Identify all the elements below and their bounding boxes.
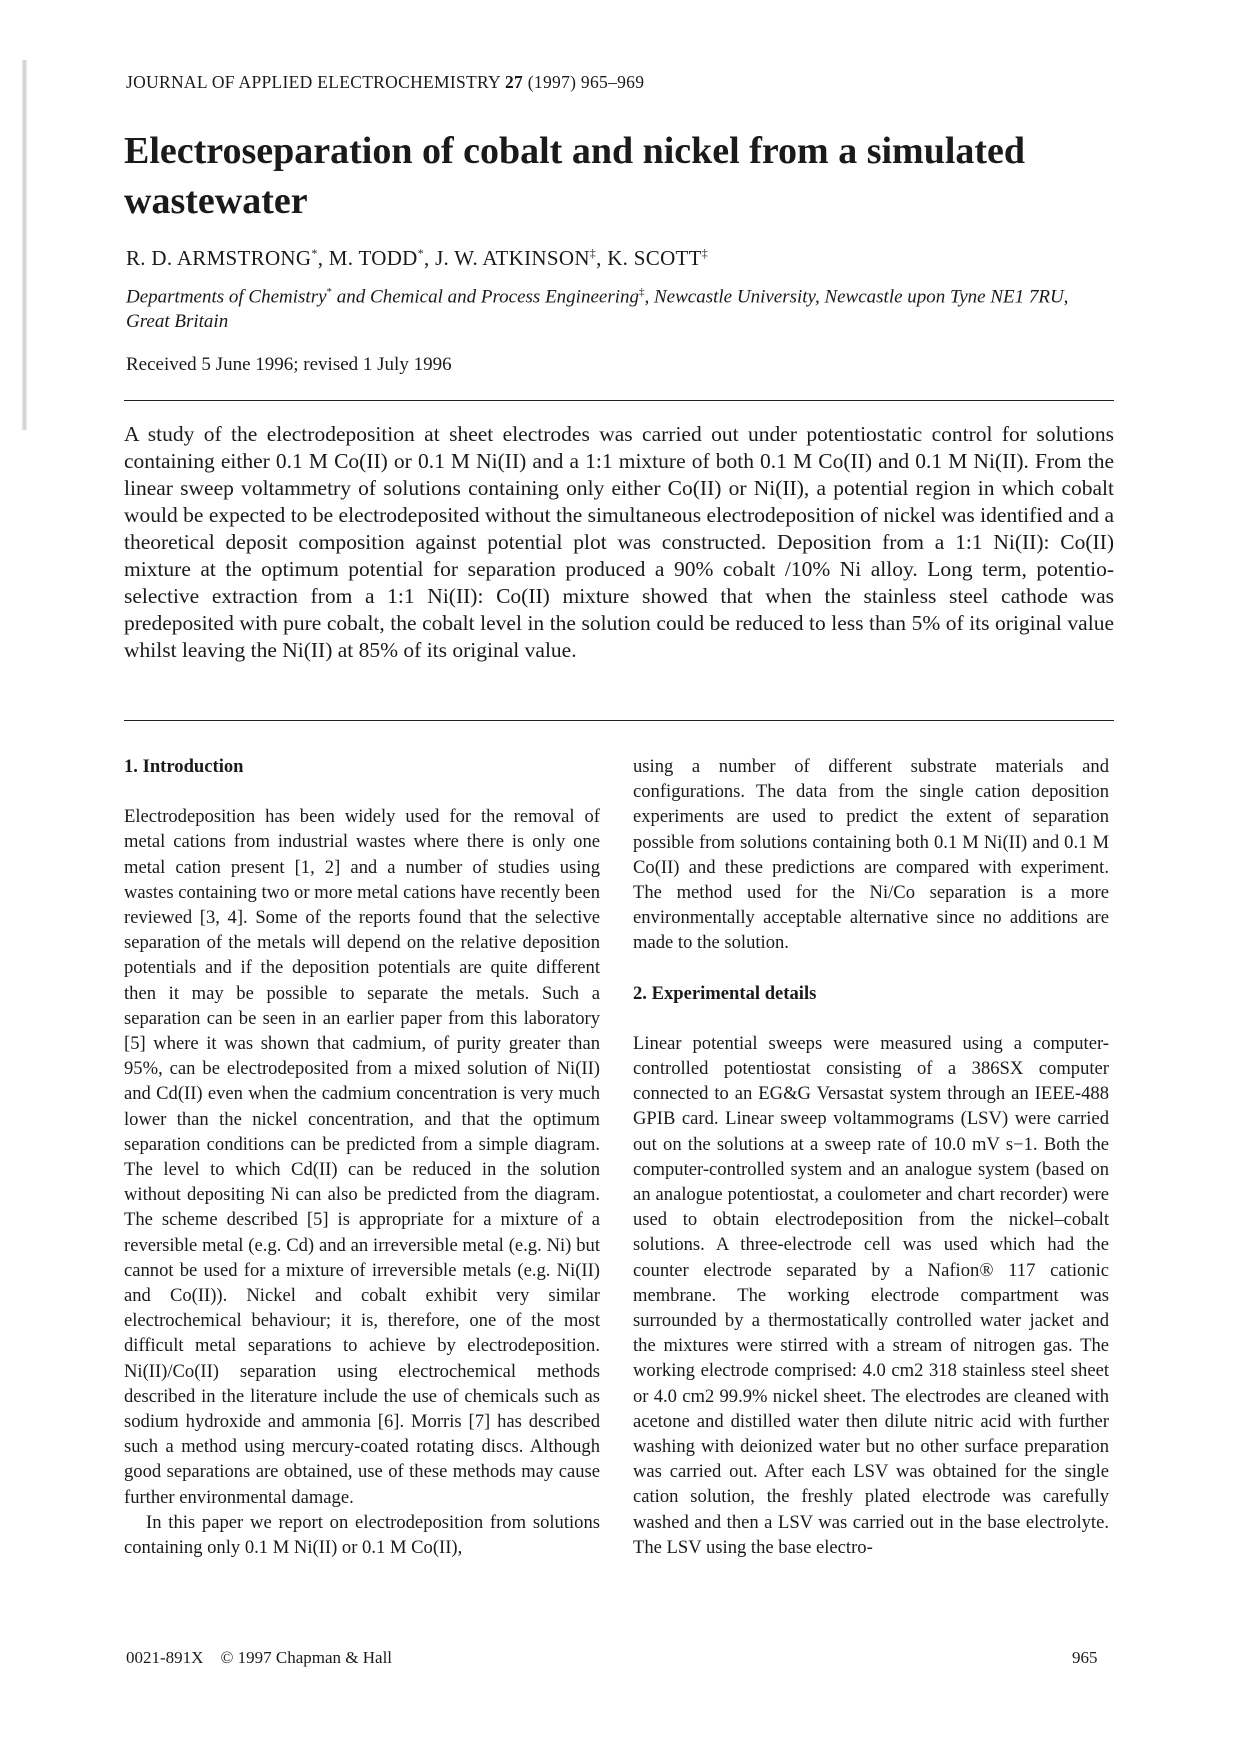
affiliation-mark-2: ‡	[639, 286, 645, 298]
page-number: 965	[1072, 1648, 1098, 1667]
author-4-mark: ‡	[701, 246, 709, 260]
journal-year-pages: (1997) 965–969	[527, 72, 645, 92]
author-1-mark: *	[311, 246, 318, 260]
author-3-mark: ‡	[589, 246, 597, 260]
author-list: R. D. ARMSTRONG*, M. TODD*, J. W. ATKINSON‡, K. SCOTT‡	[126, 246, 709, 270]
journal-name: JOURNAL OF APPLIED ELECTROCHEMISTRY	[126, 72, 501, 92]
scan-edge-artifact	[22, 60, 27, 430]
intro-paragraph-1: Electrodeposition has been widely used for the removal of metal cations from industrial wastes where there is only one metal cation present [1, 2] and a number of studies using wastes containing two or more metal cations have recently been reviewed [3, 4]. Some of the reports found that the selective separation of the metals will depend on the relative deposition potentials and if the deposition potentials are quite different then it may be possible to separate the metals. Such a separation can be seen in an earlier paper from this laboratory [5] where it was shown that cadmium, of purity greater than 95%, can be electrodeposited from a mixed solution of Ni(II) and Cd(II) even when the cadmium concentration is very much lower than the nickel concentration, and that the optimum separation conditions can be predicted from a simple diagram. The level to which Cd(II) can be reduced in the solution without depositing Ni can also be predicted from the diagram. The scheme described [5] is appropriate for a mixture of a reversible metal (e.g. Cd) and an irreversible metal (e.g. Ni) but cannot be used for a mixture of irreversible metals (e.g. Ni(II) and Co(II)). Nickel and cobalt exhibit very similar electrochemical behaviour; it is, therefore, one of the most difficult metal separations to achieve by electrodeposition. Ni(II)/Co(II) separation using electrochemical methods described in the literature include the use of chemicals such as sodium hydroxide and ammonia [6]. Morris [7] has described such a method using mercury-coated rotating discs. Although good separations are obtained, use of these methods may cause further environmental damage.	[124, 806, 600, 1508]
affiliation-chem: Departments of Chemistry	[126, 286, 327, 308]
author-3: J. W. ATKINSON	[435, 246, 590, 270]
author-2-mark: *	[417, 246, 424, 260]
abstract-bottom-rule	[124, 720, 1114, 721]
right-column	[633, 754, 1109, 1560]
running-head	[126, 72, 644, 93]
copyright: © 1997 Chapman & Hall	[220, 1648, 393, 1667]
abstract: A study of the electrodeposition at sheet electrodes was carried out under potentiostatic control for solutions containing either 0.1 M Co(II) or 0.1 M Ni(II) and a 1:1 mixture of both 0.1 M Co(II) and 0.1 M Ni(II). From the linear sweep voltammetry of solutions containing only either Co(II) or Ni(II), a potential region in which cobalt would be expected to be electrodeposited without the simultaneous electrodeposition of nickel was identified and a theoretical deposit composition against potential plot was constructed. Deposition from a 1:1 Ni(II): Co(II) mixture at the optimum potential for separation produced a 90% cobalt /10% Ni alloy. Long term, potentio-selective extraction from a 1:1 Ni(II): Co(II) mixture showed that when the stainless steel cathode was predeposited with pure cobalt, the cobalt level in the solution could be reduced to less than 5% of its original value whilst leaving the Ni(II) at 85% of its original value.	[124, 422, 1114, 662]
left-column	[124, 754, 600, 1560]
abstract-top-rule	[124, 400, 1114, 401]
experimental-paragraph-1: Linear potential sweeps were measured using a computer-controlled potentiostat consisting of a 386SX computer connected to an EG&G Versastat system through an IEEE-488 GPIB card. Linear sweep voltammograms (LSV) were carried out on the solutions at a sweep rate of 10.0 mV s−1. Both the computer-controlled system and an analogue system (based on an analogue potentiostat, a coulometer and chart recorder) were used to obtain electrodeposition from the nickel–cobalt solutions. A three-electrode cell was used which had the counter electrode separated by a Nafion® 117 cationic membrane. The working electrode compartment was surrounded by a thermostatically controlled water jacket and the mixtures were stirred with a stream of nitrogen gas. The working electrode comprised: 4.0 cm2 318 stainless steel sheet or 4.0 cm2 99.9% nickel sheet. The electrodes are cleaned with acetone and distilled water then dilute nitric acid with further washing with deionized water but no other surface preparation was carried out. After each LSV was obtained for the single cation solution, the freshly plated electrode was carefully washed and then a LSV was carried out in the base electrolyte. The LSV using the base electro-	[633, 1032, 1109, 1558]
intro-paragraph-2: In this paper we report on electrodeposition from solutions containing only 0.1 M Ni(II) or 0.1 M Co(II),	[124, 1511, 600, 1559]
paper-title: Electroseparation of cobalt and nickel from a simulated wastewater	[124, 130, 1026, 222]
affiliation-eng: and Chemical and Process Engineering	[332, 286, 639, 308]
section-heading-introduction: 1. Introduction	[124, 756, 244, 777]
received-dates: Received 5 June 1996; revised 1 July 1996	[126, 354, 452, 375]
section-heading-experimental: 2. Experimental details	[633, 982, 817, 1004]
author-2: M. TODD	[328, 246, 418, 270]
affiliation-address: , Newcastle University, Newcastle upon Tyne NE1 7RU, Great Britain	[126, 286, 1069, 333]
author-4: K. SCOTT	[607, 246, 702, 270]
intro-paragraph-continued: using a number of different substrate materials and configurations. The data from the single cation deposition experiments are used to predict the extent of separation possible from solutions containing both 0.1 M Ni(II) and 0.1 M Co(II) and these predictions are compared with experiment. The method used for the Ni/Co separation is a more environmentally acceptable alternative since no additions are made to the solution.	[633, 756, 1109, 954]
issn: 0021-891X	[126, 1648, 204, 1667]
footer-left	[126, 1648, 392, 1668]
author-1: R. D. ARMSTRONG	[126, 246, 312, 270]
journal-volume: 27	[505, 72, 524, 92]
affiliation-mark-1: *	[326, 286, 333, 298]
affiliation	[126, 280, 1116, 334]
